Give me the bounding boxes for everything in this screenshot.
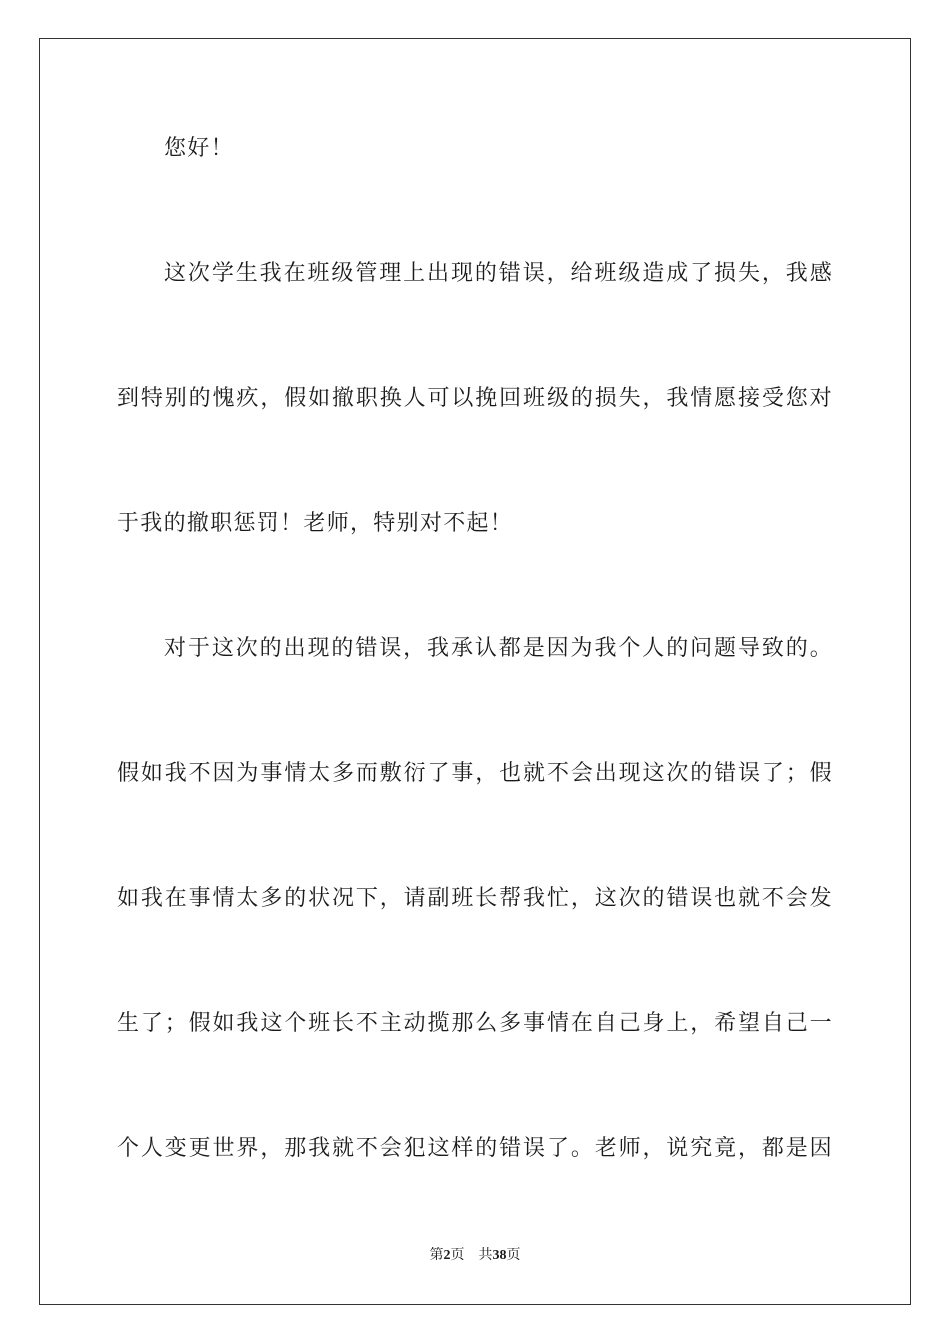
total-pages: 38 — [492, 1248, 507, 1263]
page-border — [39, 38, 911, 1305]
greeting-line: 您好！ — [164, 136, 234, 161]
paragraph-1-line-2: 到特别的愧疚，假如撤职换人可以挽回班级的损失，我情愿接受您对 — [117, 386, 833, 411]
total-suffix: 页 — [506, 1248, 521, 1263]
paragraph-2-line-3: 如我在事情太多的状况下，请副班长帮我忙，这次的错误也就不会发 — [117, 886, 833, 911]
page-number: 2 — [443, 1248, 451, 1263]
paragraph-2-line-1: 对于这次的出现的错误，我承认都是因为我个人的问题导致的。 — [164, 636, 833, 661]
page-prefix: 第 — [429, 1248, 444, 1263]
total-prefix: 共 — [478, 1248, 493, 1263]
paragraph-2-line-4: 生了；假如我这个班长不主动揽那么多事情在自己身上，希望自己一 — [117, 1011, 833, 1036]
page-footer — [0, 1247, 950, 1265]
paragraph-1-line-3: 于我的撤职惩罚！老师，特别对不起！ — [117, 511, 514, 536]
paragraph-2-line-5: 个人变更世界，那我就不会犯这样的错误了。老师，说究竟，都是因 — [117, 1136, 833, 1161]
paragraph-1-line-1: 这次学生我在班级管理上出现的错误，给班级造成了损失，我感 — [164, 261, 833, 286]
page-suffix: 页 — [450, 1248, 465, 1263]
paragraph-2-line-2: 假如我不因为事情太多而敷衍了事，也就不会出现这次的错误了；假 — [117, 761, 833, 786]
